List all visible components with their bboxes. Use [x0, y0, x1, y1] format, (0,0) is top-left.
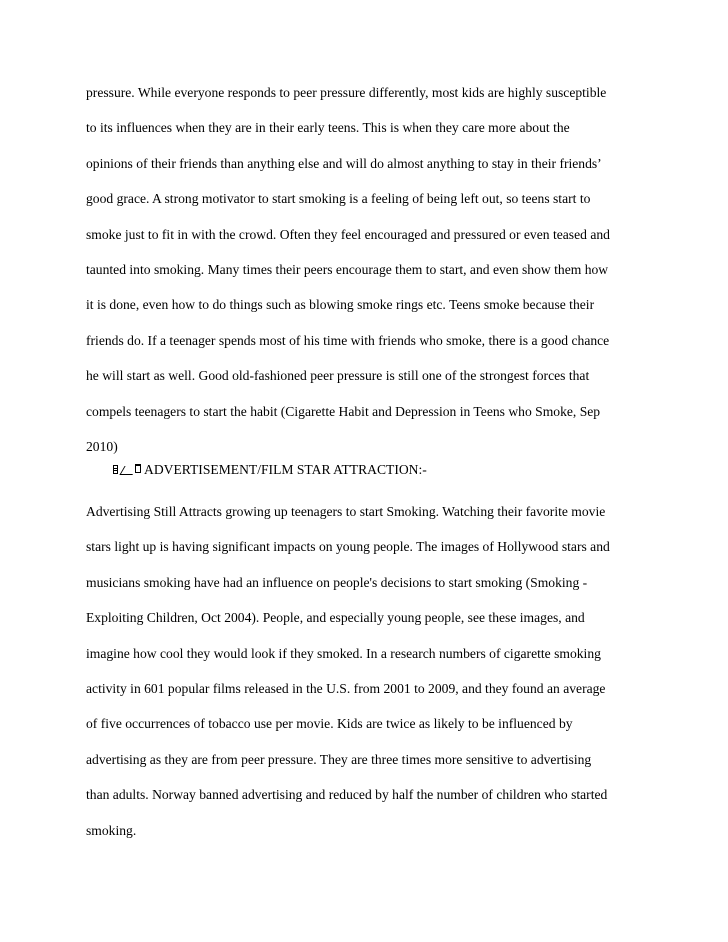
text-line: Exploiting Children, Oct 2004). People, and especially young people, see these images, and [86, 610, 585, 626]
paragraph-advertising [86, 499, 656, 853]
text-line: than adults. Norway banned advertising and reduced by half the number of children who started [86, 787, 608, 803]
text-line: musicians smoking have had an influence on people's decisions to start smoking (Smoking - [86, 574, 588, 590]
text-line: activity in 601 popular films released in the U.S. from 2001 to 2009, and they found an average [86, 680, 606, 696]
paragraph-peer-pressure [86, 80, 656, 469]
text-line: advertising as they are from peer pressure. They are three times more sensitive to advertising [86, 751, 592, 767]
section-heading [113, 457, 427, 482]
text-line: taunted into smoking. Many times their peers encourage them to start, and even show them how [86, 261, 609, 277]
text-line: smoke just to fit in with the crowd. Often they feel encouraged and pressured or even teased and [86, 226, 610, 242]
section-heading-text: ADVERTISEMENT/FILM STAR ATTRACTION:- [144, 462, 427, 477]
text-line: good grace. A strong motivator to start smoking is a feeling of being left out, so teens start to [86, 191, 591, 207]
text-line: compels teenagers to start the habit (Cigarette Habit and Depression in Teens who Smoke, Sep [86, 403, 601, 419]
text-line: opinions of their friends than anything else and will do almost anything to stay in their friends’ [86, 155, 602, 171]
text-line: of five occurrences of tobacco use per movie. Kids are twice as likely to be influenced by [86, 716, 573, 732]
text-line: 2010) [86, 438, 118, 454]
text-line: Advertising Still Attracts growing up teenagers to start Smoking. Watching their favorite movie [86, 504, 606, 519]
text-line: imagine how cool they would look if they smoked. In a research numbers of cigarette smoking [86, 645, 601, 661]
bullet-icon [113, 463, 143, 477]
text-line: pressure. While everyone responds to peer pressure differently, most kids are highly susceptible [86, 85, 607, 100]
text-line: to its influences when they are in their early teens. This is when they care more about the [86, 120, 570, 136]
text-line: he will start as well. Good old-fashioned peer pressure is still one of the strongest forces that [86, 368, 590, 384]
text-line: friends do. If a teenager spends most of his time with friends who smoke, there is a good chance [86, 332, 610, 348]
text-line: it is done, even how to do things such as blowing smoke rings etc. Teens smoke because their [86, 297, 595, 313]
text-line: stars light up is having significant impacts on young people. The images of Hollywood stars and [86, 539, 610, 555]
text-line: smoking. [86, 822, 137, 838]
